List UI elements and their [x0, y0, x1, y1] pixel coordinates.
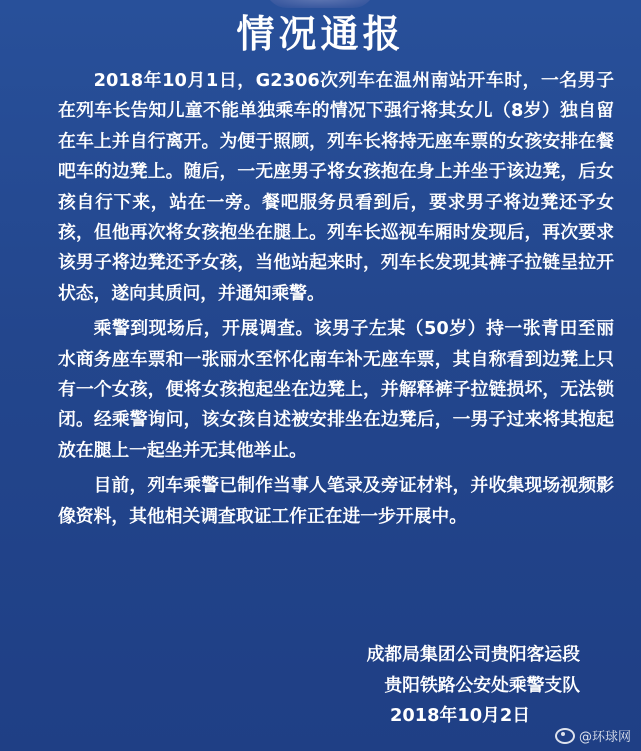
emblem-decoration — [265, 0, 375, 8]
signature-date: 2018年10月2日 — [390, 705, 530, 727]
page-title: 情况通报 — [236, 12, 405, 56]
notice-body — [58, 66, 614, 532]
paragraph-3: 目前，列车乘警已制作当事人笔录及旁证材料，并收集现场视频影像资料，其他相关调查取证工作正在进一步开展中。 — [58, 475, 614, 527]
watermark-text: @环球网 — [578, 730, 631, 745]
signature-block — [300, 640, 600, 732]
signature-org-1: 成都局集团公司贵阳客运段 — [366, 644, 580, 665]
signature-org-2: 贵阳铁路公安处乘警支队 — [384, 674, 580, 696]
watermark — [555, 726, 631, 745]
paragraph-1: 2018年10月1日，G2306次列车在温州南站开车时，一名男子在列车长告知儿童不能单独乘车的情况下强行将其女儿（8岁）独自留在车上并自行离开。为便于照顾，列车长将持无座车票的女孩安排在餐吧车的边凳上。随后，一无座男子将女孩抱在身上并坐于该边凳，后女孩自行下来，站在一旁。餐吧服务员看到后，要求男子将边凳还予女孩，但他再次将女孩抱坐在腿上。列车长巡视车厢时发现后，再次要求该男子将边凳还予女孩，当他站起来时，列车长发现其裤子拉链呈拉开状态，遂向其质问，并通知乘警。 — [58, 70, 614, 304]
weibo-icon — [555, 728, 575, 744]
paragraph-2: 乘警到现场后，开展调查。该男子左某（50岁）持一张青田至丽水商务座车票和一张丽水至怀化南车补无座车票，其自称看到边凳上只有一个女孩，便将女孩抱起坐在边凳上，并解释裤子拉链损坏，无法锁闭。经乘警询问，该女孩自述被安排坐在边凳后，一男子过来将其抱起放在腿上一起坐并无其他举止。 — [58, 318, 614, 461]
